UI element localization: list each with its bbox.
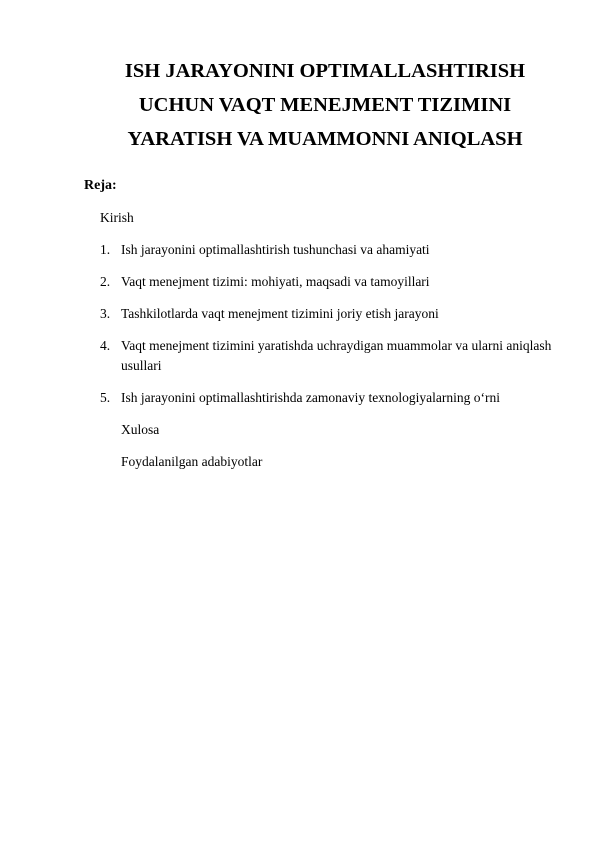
toc-item-3 [100, 304, 560, 324]
toc-conclusion [100, 420, 560, 440]
toc-item-text: Vaqt menejment tizimi: mohiyati, maqsadi va tamoyillari [121, 274, 430, 289]
plan-heading: Reja: [84, 178, 117, 193]
toc-item-1 [100, 240, 560, 260]
toc-item-text: Ish jarayonini optimallashtirishda zamonaviy texnologiyalarning o‘rni [121, 390, 501, 405]
toc-item-number: 1. [100, 242, 111, 257]
title-line-1: ISH JARAYONINI OPTIMALLASHTIRISH [124, 60, 526, 82]
toc-item-number: 4. [100, 338, 111, 353]
document-title [80, 54, 570, 156]
toc-item-number: 5. [100, 390, 111, 405]
toc-references [100, 452, 560, 472]
toc-item-text: Vaqt menejment tizimini yaratishda uchraydigan muammolar va ularni aniqlash usullari [121, 338, 552, 373]
toc-item-2 [100, 272, 560, 292]
toc-conclusion-text: Xulosa [121, 422, 160, 437]
toc-item-5 [100, 388, 560, 408]
toc-item-4 [100, 336, 560, 376]
title-line-2: UCHUN VAQT MENEJMENT TIZIMINI [138, 94, 512, 116]
toc-references-text: Foydalanilgan adabiyotlar [121, 454, 263, 469]
toc-item-text: Tashkilotlarda vaqt menejment tizimini joriy etish jarayoni [121, 306, 439, 321]
toc-intro [100, 208, 560, 228]
toc-item-number: 3. [100, 306, 111, 321]
toc-item-number: 2. [100, 274, 111, 289]
title-line-3: YARATISH VA MUAMMONNI ANIQLASH [127, 128, 523, 150]
table-of-contents [100, 208, 560, 484]
toc-item-text: Ish jarayonini optimallashtirish tushunchasi va ahamiyati [121, 242, 430, 257]
toc-intro-text: Kirish [100, 210, 134, 225]
